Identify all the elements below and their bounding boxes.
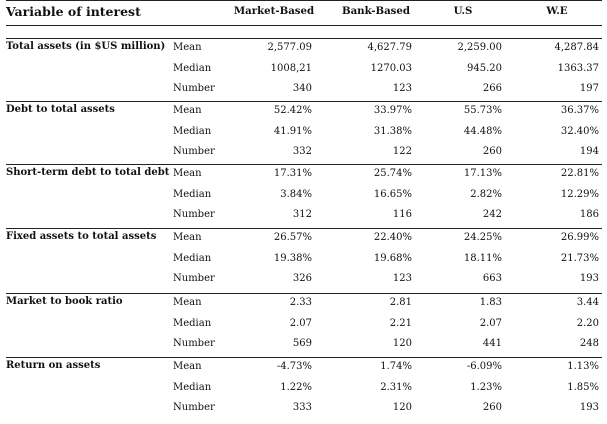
table-cell: -4.73% [276, 361, 312, 372]
table-cell: 41.91% [273, 126, 312, 137]
table-cell: 260 [482, 146, 502, 157]
table-cell: 1.13% [567, 361, 599, 372]
table-row [6, 63, 602, 83]
table-row [6, 273, 602, 293]
table-cell: 193 [579, 273, 599, 284]
table-cell: 21.73% [560, 253, 599, 264]
section-rule [6, 101, 602, 102]
section-total-assets [6, 38, 602, 104]
table-cell: 1008,21 [270, 63, 312, 74]
table-cell: 340 [292, 83, 312, 94]
table-row [6, 232, 602, 252]
table-cell: 22.81% [560, 168, 599, 179]
table-row [6, 42, 602, 62]
section-label: Debt to total assets [6, 104, 115, 115]
table-cell: 663 [482, 273, 502, 284]
table-cell: 193 [579, 402, 599, 413]
table-cell: 19.68% [373, 253, 412, 264]
section-label: Fixed assets to total assets [6, 231, 157, 242]
statistic-label: Median [173, 63, 212, 74]
statistic-label: Median [173, 318, 212, 329]
statistic-label: Number [173, 338, 215, 349]
column-header-us: U.S [453, 5, 473, 17]
table-cell: 333 [292, 402, 312, 413]
section-fixed-assets-to-total-assets [6, 228, 602, 294]
table-cell: 122 [392, 146, 412, 157]
table-cell: 2,577.09 [267, 42, 312, 53]
table-row [6, 318, 602, 338]
table-cell: 186 [579, 209, 599, 220]
table-cell: 2.82% [470, 189, 502, 200]
table-cell: 18.11% [463, 253, 502, 264]
table-cell: 4,627.79 [367, 42, 412, 53]
table-row [6, 402, 602, 422]
table-cell: 4,287.84 [554, 42, 599, 53]
table-cell: 1.83 [479, 297, 502, 308]
statistic-label: Median [173, 382, 212, 393]
statistic-label: Number [173, 83, 215, 94]
table-cell: 3.84% [280, 189, 312, 200]
section-label: Market to book ratio [6, 296, 123, 307]
table-cell: 1363.37 [557, 63, 599, 74]
table-cell: 2,259.00 [457, 42, 502, 53]
table-row [6, 126, 602, 146]
table-cell: 242 [482, 209, 502, 220]
table-cell: 16.65% [373, 189, 412, 200]
section-label: Total assets (in $US million) [6, 41, 166, 52]
table-cell: 12.29% [560, 189, 599, 200]
table-cell: 194 [579, 146, 599, 157]
table-cell: 248 [579, 338, 599, 349]
table-cell: 2.21 [389, 318, 412, 329]
table-cell: 2.31% [380, 382, 412, 393]
table-row [6, 146, 602, 166]
section-label: Return on assets [6, 360, 101, 371]
table-cell: 312 [292, 209, 312, 220]
table-cell: 1.74% [380, 361, 412, 372]
table-cell: 2.33 [289, 297, 312, 308]
table-cell: 260 [482, 402, 502, 413]
table-cell: 116 [392, 209, 412, 220]
table-cell: 2.07 [289, 318, 312, 329]
table-cell: 44.48% [463, 126, 502, 137]
table-cell: 32.40% [560, 126, 599, 137]
table-row [6, 338, 602, 358]
table-cell: 945.20 [467, 63, 502, 74]
statistic-label: Median [173, 189, 212, 200]
statistic-label: Median [173, 253, 212, 264]
table-cell: 22.40% [373, 232, 412, 243]
section-rule [6, 228, 602, 229]
statistic-label: Mean [173, 42, 202, 53]
section-short-term-debt-to-total-debt [6, 164, 602, 230]
table-cell: 26.99% [560, 232, 599, 243]
variable-of-interest-header: Variable of interest [6, 4, 141, 19]
table-cell: 33.97% [373, 105, 412, 116]
table-row [6, 105, 602, 125]
table-row [6, 189, 602, 209]
table-cell: 24.25% [463, 232, 502, 243]
section-rule [6, 357, 602, 358]
table-cell: 326 [292, 273, 312, 284]
section-market-to-book-ratio [6, 293, 602, 359]
section-return-on-assets [6, 357, 602, 423]
section-rule [6, 164, 602, 165]
table-row [6, 253, 602, 273]
table-cell: 52.42% [273, 105, 312, 116]
table-cell: 120 [392, 338, 412, 349]
section-rule [6, 38, 602, 39]
column-header-market-based: Market-Based [233, 5, 315, 17]
table-cell: 2.07 [479, 318, 502, 329]
table-cell: 1270.03 [370, 63, 412, 74]
table-cell: 1.23% [470, 382, 502, 393]
table-row [6, 209, 602, 229]
table-row [6, 361, 602, 381]
table-cell: 569 [292, 338, 312, 349]
table-cell: 17.13% [463, 168, 502, 179]
table-cell: 36.37% [560, 105, 599, 116]
section-debt-to-total-assets [6, 101, 602, 167]
statistic-label: Number [173, 209, 215, 220]
table-cell: 55.73% [463, 105, 502, 116]
table-cell: 19.38% [273, 253, 312, 264]
table-cell: 120 [392, 402, 412, 413]
table-cell: 332 [292, 146, 312, 157]
table-cell: 2.81 [389, 297, 412, 308]
table-cell: 197 [579, 83, 599, 94]
table-cell: 2.20 [576, 318, 599, 329]
table-cell: 26.57% [273, 232, 312, 243]
table-cell: 1.85% [567, 382, 599, 393]
header-rule [6, 25, 602, 26]
table-cell: 31.38% [373, 126, 412, 137]
statistic-label: Mean [173, 105, 202, 116]
column-header-bank-based: Bank-Based [341, 5, 411, 17]
table-row [6, 168, 602, 188]
table-row [6, 297, 602, 317]
table-row [6, 83, 602, 103]
table-cell: 1.22% [280, 382, 312, 393]
table-cell: 17.31% [273, 168, 312, 179]
table-cell: -6.09% [466, 361, 502, 372]
table-cell: 3.44 [576, 297, 599, 308]
statistic-label: Mean [173, 232, 202, 243]
statistic-label: Number [173, 273, 215, 284]
statistic-label: Mean [173, 361, 202, 372]
table-top-rule [6, 0, 602, 1]
table-cell: 123 [392, 273, 412, 284]
table-cell: 266 [482, 83, 502, 94]
statistic-label: Number [173, 402, 215, 413]
statistic-label: Number [173, 146, 215, 157]
statistic-label: Mean [173, 168, 202, 179]
table-cell: 25.74% [373, 168, 412, 179]
statistic-label: Mean [173, 297, 202, 308]
statistic-label: Median [173, 126, 212, 137]
section-label: Short-term debt to total debt [6, 167, 170, 178]
section-rule [6, 293, 602, 294]
column-header-we: W.E [546, 5, 568, 17]
table-cell: 123 [392, 83, 412, 94]
table-cell: 441 [482, 338, 502, 349]
table-row [6, 382, 602, 402]
